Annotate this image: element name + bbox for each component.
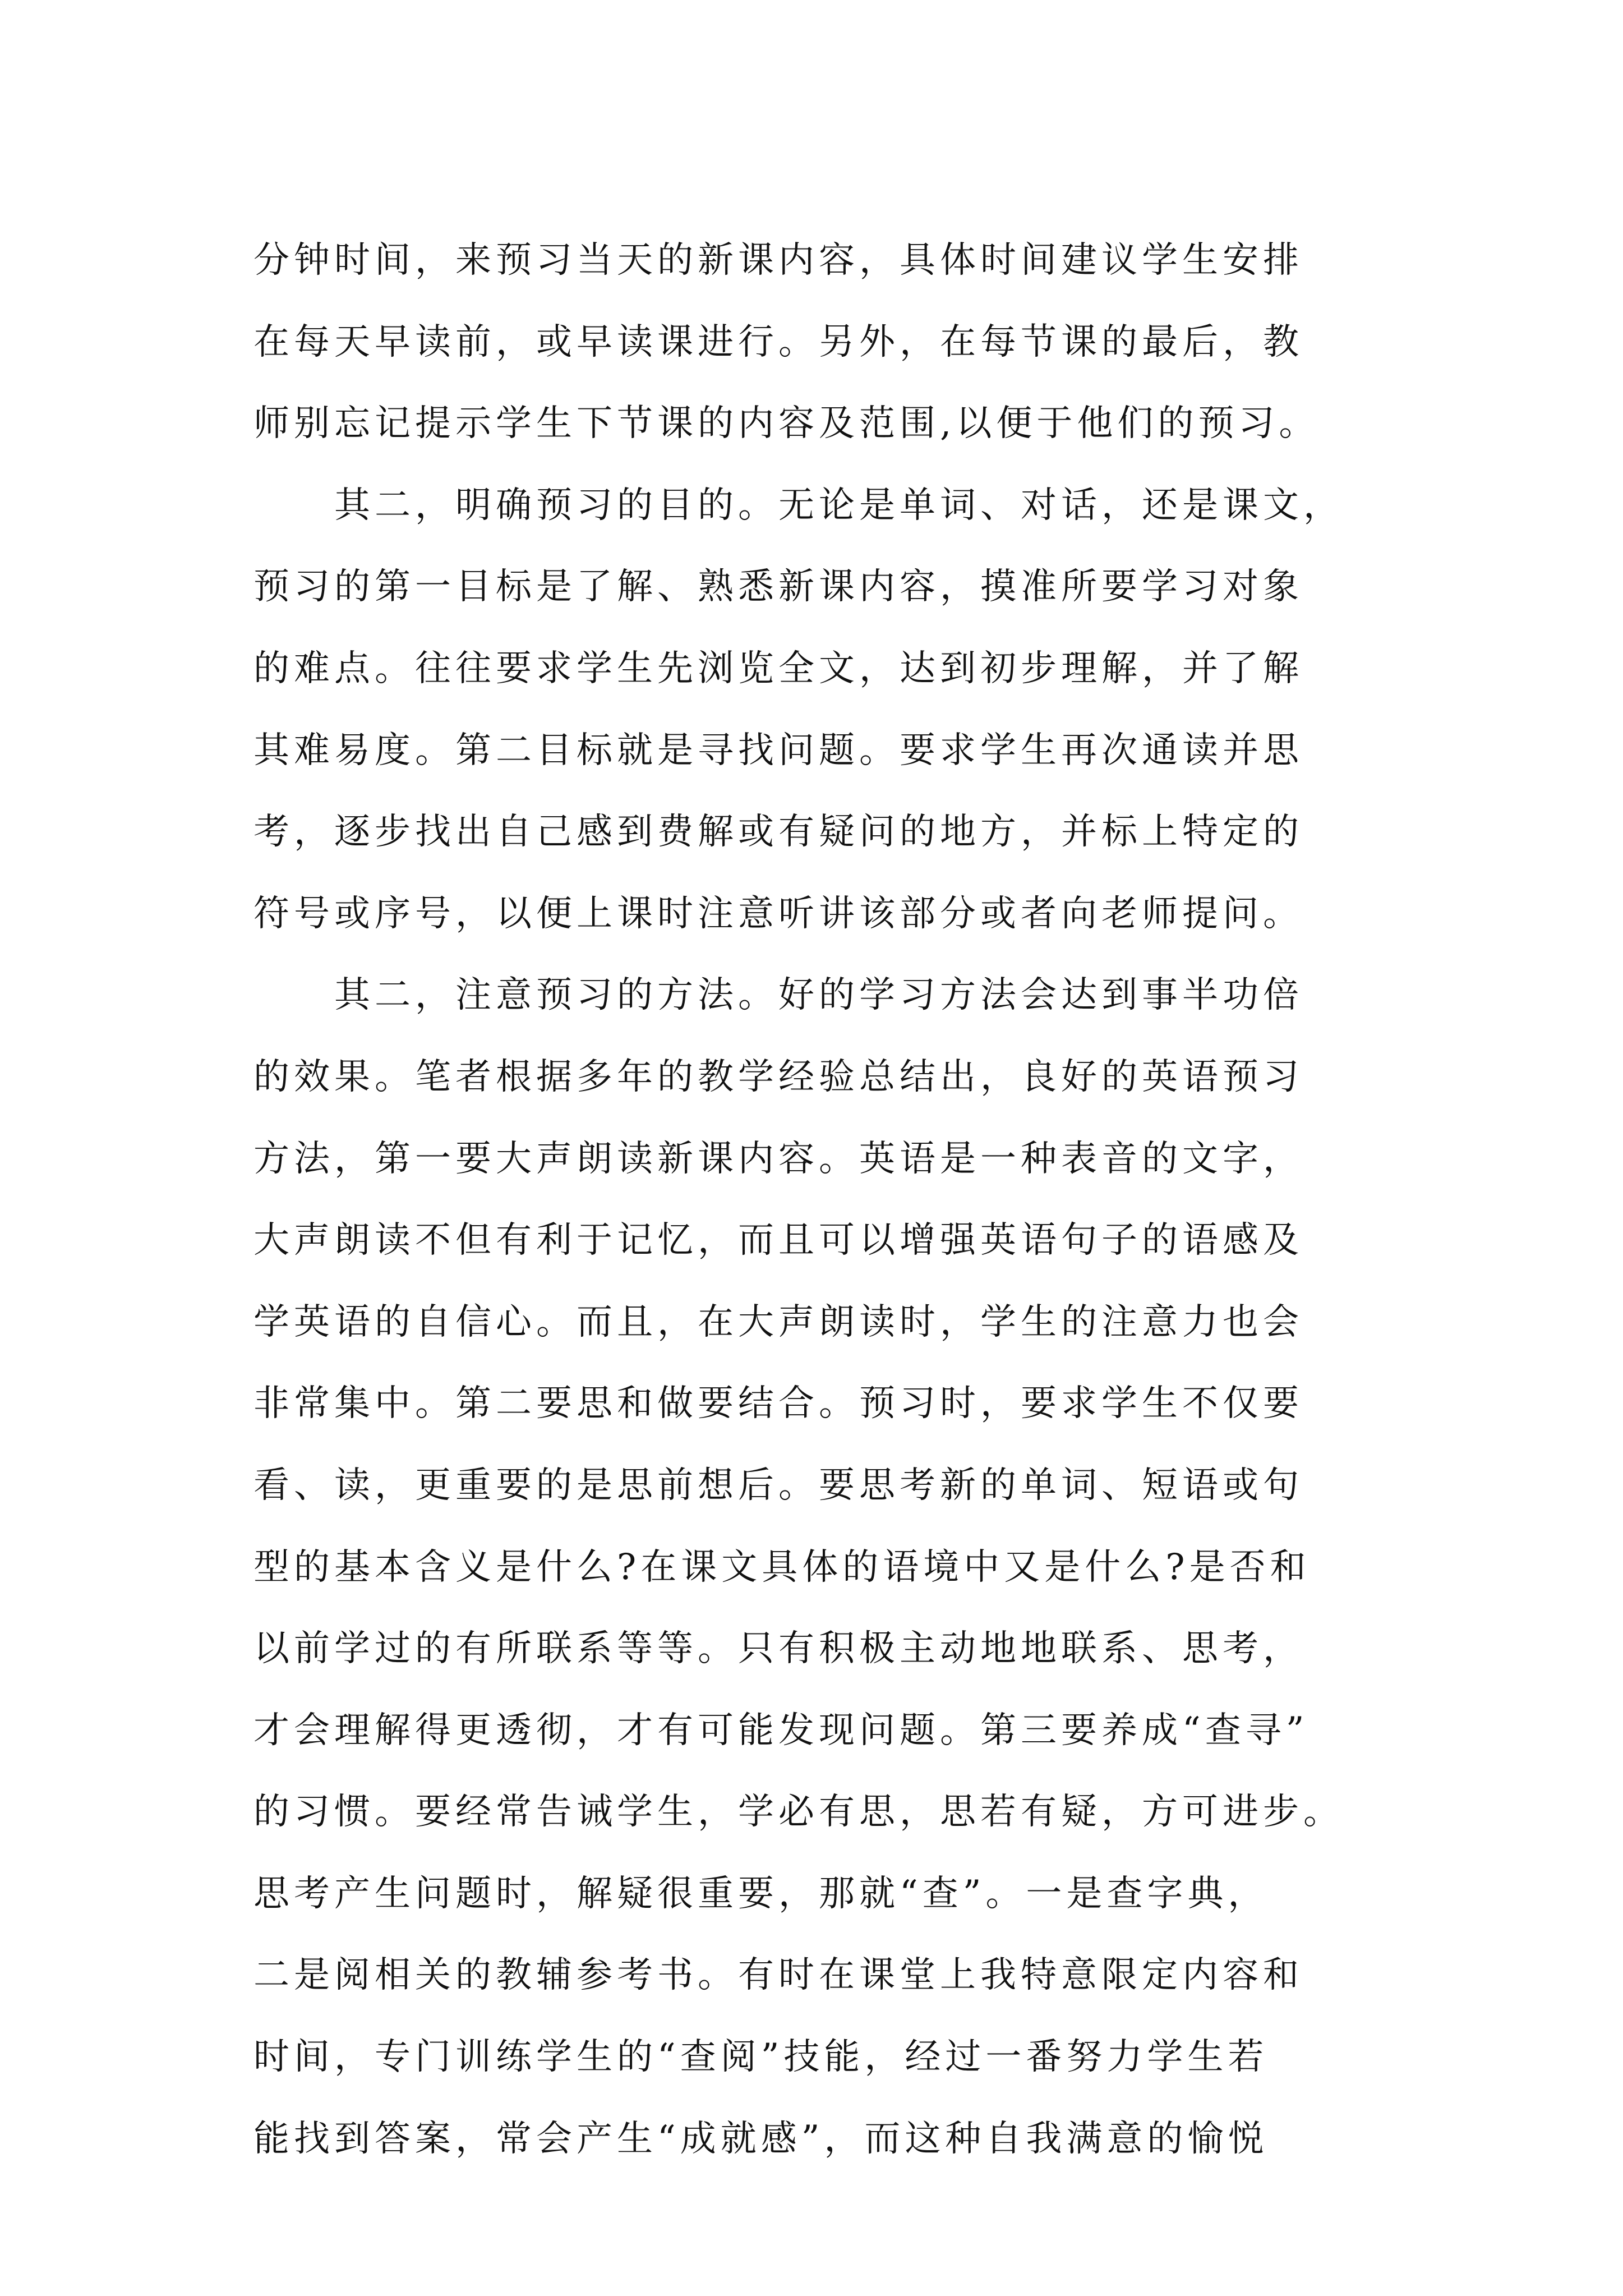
text-line: 非常集中。第二要思和做要结合。预习时，要求学生不仅要 xyxy=(253,1383,1303,1425)
text-line: 师别忘记提示学生下节课的内容及范围,以便于他们的预习。 xyxy=(253,403,1320,445)
text-line: 的难点。往往要求学生先浏览全文，达到初步理解，并了解 xyxy=(253,647,1303,689)
text-line: 思考产生问题时，解疑很重要，那就“查”。一是查字典， xyxy=(253,1872,1269,1915)
text-line: 在每天早读前，或早读课进行。另外，在每节课的最后，教 xyxy=(253,321,1303,363)
text-line: 学英语的自信心。而且，在大声朗读时，学生的注意力也会 xyxy=(253,1301,1303,1343)
text-line: 分钟时间，来预习当天的新课内容，具体时间建议学生安排 xyxy=(253,240,1303,281)
text-line: 能找到答案，常会产生“成就感”，而这种自我满意的愉悦 xyxy=(253,2118,1269,2160)
text-line: 预习的第一目标是了解、熟悉新课内容，摸准所要学习对象 xyxy=(253,566,1303,608)
text-line: 时间，专门训练学生的“查阅”技能，经过一番努力学生若 xyxy=(253,2036,1269,2078)
text-line: 大声朗读不但有利于记忆，而且可以增强英语句子的语感及 xyxy=(253,1220,1303,1262)
text-line: 型的基本含义是什么?在课文具体的语境中又是什么?是否和 xyxy=(253,1546,1311,1588)
text-line: 的效果。笔者根据多年的教学经验总结出，良好的英语预习 xyxy=(253,1056,1303,1098)
body-text xyxy=(253,220,1375,2180)
text-line: 二是阅相关的教辅参考书。有时在课堂上我特意限定内容和 xyxy=(253,1954,1303,1996)
text-line: 的习惯。要经常告诫学生，学必有思，思若有疑，方可进步。 xyxy=(253,1791,1344,1833)
text-line: 以前学过的有所联系等等。只有积极主动地地联系、思考， xyxy=(253,1628,1303,1670)
text-line: 符号或序号，以便上课时注意听讲该部分或者向老师提问。 xyxy=(253,892,1303,935)
text-line: 其难易度。第二目标就是寻找问题。要求学生再次通读并思 xyxy=(253,729,1303,771)
text-line: 方法，第一要大声朗读新课内容。英语是一种表音的文字， xyxy=(253,1138,1303,1180)
paragraph-start-line: 其二，注意预习的方法。好的学习方法会达到事半功倍 xyxy=(334,974,1303,1016)
text-line: 考，逐步找出自己感到费解或有疑问的地方，并标上特定的 xyxy=(253,811,1303,853)
paragraph-start-line: 其二，明确预习的目的。无论是单词、对话，还是课文， xyxy=(334,484,1344,526)
text-line: 才会理解得更透彻，才有可能发现问题。第三要养成“查寻” xyxy=(253,1709,1309,1751)
text-line: 看、读，更重要的是思前想后。要思考新的单词、短语或句 xyxy=(253,1464,1303,1506)
